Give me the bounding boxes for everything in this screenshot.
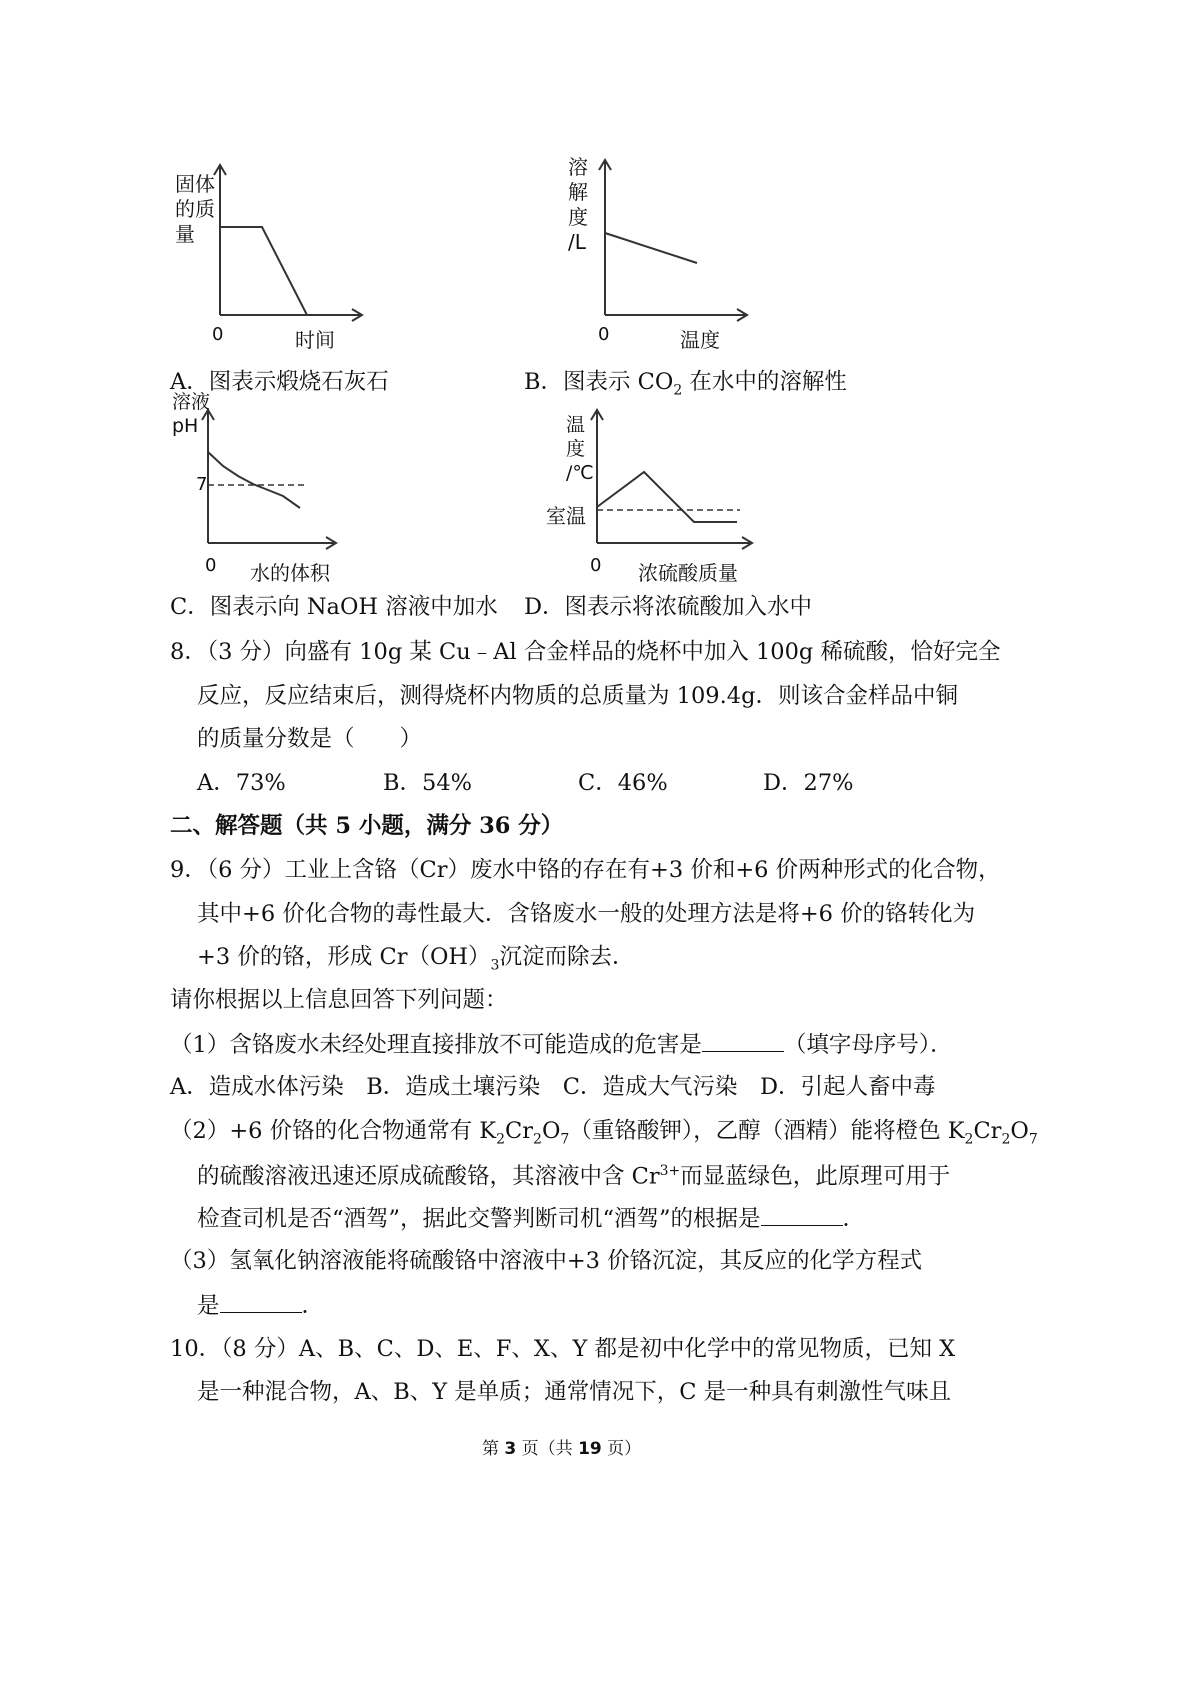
ylabel-line: 固体 [175, 172, 215, 196]
q9-part1-options: A．造成水体污染 B．造成土壤污染 C．造成大气污染 D．引起人畜中毒 [170, 1074, 936, 1100]
q9-text: 检查司机是否“酒驾”，据此交警判断司机“酒驾”的根据是 [197, 1206, 761, 1232]
graph-d-tick-room-temp: 室温 [546, 504, 586, 528]
graph-b-xlabel: 温度 [680, 328, 720, 352]
superscript: 3+ [659, 1163, 681, 1179]
ylabel-line: 温 [566, 414, 586, 436]
q9-text: Cr [505, 1118, 534, 1144]
caption-b [524, 371, 847, 398]
q8-option-c: C．46% [578, 770, 668, 796]
ylabel-line: 度 [568, 205, 588, 229]
caption-c: C．图表示向 NaOH 溶液中加水 [170, 594, 498, 620]
ylabel-line: /℃ [566, 462, 594, 484]
q9-part3-line2 [197, 1294, 324, 1318]
q9-text: +3 价的铬，形成 Cr（OH） [197, 944, 491, 970]
ylabel-line: 解 [568, 180, 588, 204]
q9-text: ． [842, 1206, 866, 1232]
footer-text: 第 [482, 1439, 505, 1459]
q9-part2-line3 [197, 1207, 865, 1231]
q9-text: ． [301, 1293, 325, 1319]
graph-d-ylabel [566, 413, 596, 485]
subscript: 2 [673, 382, 683, 399]
q8-line3: 的质量分数是（ ） [197, 726, 423, 752]
q9-text: 是 [197, 1293, 220, 1319]
q9-prompt: 请你根据以上信息回答下列问题： [170, 987, 508, 1013]
graph-a-origin: 0 [212, 324, 224, 345]
graph-b-origin: 0 [598, 324, 610, 345]
ylabel-line: 溶液 [172, 391, 211, 413]
q9-line2: 其中+6 价化合物的毒性最大．含铬废水一般的处理方法是将+6 价的铬转化为 [197, 901, 976, 927]
q9-part2-line2 [197, 1164, 950, 1188]
q9-part3-line1: （3）氢氧化钠溶液能将硫酸铬中溶液中+3 价铬沉淀，其反应的化学方程式 [170, 1248, 923, 1274]
q9-text: Cr [973, 1118, 1002, 1144]
curve-d [597, 472, 737, 522]
ylabel-line: 度 [566, 438, 586, 460]
q10-line2: 是一种混合物，A、B、Y 是单质；通常情况下，C 是一种具有刺激性气味且 [197, 1379, 952, 1405]
answer-blank[interactable] [220, 1294, 302, 1313]
q9-text: （1）含铬废水未经处理直接排放不可能造成的危害是 [170, 1032, 702, 1058]
footer-text: 页（共 [516, 1439, 579, 1459]
q8-line2: 反应，反应结束后，测得烧杯内物质的总质量为 109.4g．则该合金样品中铜 [197, 683, 958, 709]
graph-b-ylabel [568, 155, 598, 255]
ylabel-line: 溶 [568, 155, 588, 179]
q9-text: 沉淀而除去． [499, 944, 635, 970]
q9-text: （2）+6 价铬的化合物通常有 K [170, 1118, 497, 1144]
section-heading: 二、解答题（共 5 小题，满分 36 分） [170, 813, 564, 839]
q9-text: O [541, 1118, 561, 1144]
graph-c-origin: 0 [205, 555, 217, 576]
q9-line3 [197, 946, 634, 973]
graph-c-ylabel [172, 390, 222, 438]
subscript: 7 [560, 1131, 570, 1148]
subscript: 2 [964, 1131, 974, 1148]
graph-a-ylabel [175, 172, 215, 247]
page-total: 19 [578, 1439, 602, 1459]
subscript: 3 [490, 957, 500, 974]
graph-c-tick-7: 7 [196, 474, 208, 495]
caption-a: A．图表示煅烧石灰石 [170, 369, 389, 395]
q9-text: （重铬酸钾），乙醇（酒精）能将橙色 K [569, 1118, 965, 1144]
q9-text: O [1010, 1118, 1029, 1144]
q8-line1: 8．（3 分）向盛有 10g 某 Cu﹣Al 合金样品的烧杯中加入 100g 稀硫酸，恰好完全 [170, 639, 1001, 665]
q8-option-a: A．73% [197, 770, 286, 796]
page-footer [482, 1434, 641, 1459]
subscript: 7 [1028, 1131, 1038, 1148]
ylabel-line: /L [568, 230, 586, 254]
graph-c-xlabel: 水的体积 [250, 561, 330, 585]
footer-text: 页） [601, 1439, 642, 1459]
answer-blank[interactable] [761, 1207, 843, 1226]
q9-part2-line1 [170, 1120, 1038, 1147]
q8-option-b: B．54% [383, 770, 473, 796]
q9-part1 [170, 1033, 953, 1057]
curve-c [208, 452, 300, 508]
graph-d-origin: 0 [590, 555, 602, 576]
q8-option-d: D．27% [763, 770, 854, 796]
caption-b-text: B．图表示 CO [524, 369, 674, 395]
q9-line1: 9．（6 分）工业上含铬（Cr）废水中铬的存在有+3 价和+6 价两种形式的化合物， [170, 857, 1001, 883]
q10-line1: 10．（8 分）A、B、C、D、E、F、X、Y 都是初中化学中的常见物质，已知 X [170, 1336, 956, 1362]
q9-text: 而显蓝绿色，此原理可用于 [680, 1163, 951, 1190]
q9-text: （填字母序号）． [783, 1032, 953, 1058]
q9-text: 的硫酸溶液迅速还原成硫酸铬，其溶液中含 Cr [197, 1163, 660, 1190]
subscript: 2 [1001, 1131, 1011, 1148]
caption-d: D．图表示将浓硫酸加入水中 [524, 594, 813, 620]
ylabel-line: pH [172, 415, 199, 437]
subscript: 2 [496, 1131, 506, 1148]
ylabel-line: 量 [175, 222, 195, 246]
subscript: 2 [533, 1131, 542, 1148]
curve-a [220, 227, 307, 315]
caption-b-text: 在水中的溶解性 [682, 369, 847, 395]
graph-a-xlabel: 时间 [295, 328, 335, 352]
answer-blank[interactable] [702, 1033, 784, 1052]
page-number: 3 [504, 1439, 517, 1459]
graph-d-xlabel: 浓硫酸质量 [638, 561, 738, 585]
curve-b [605, 233, 697, 263]
ylabel-line: 的质 [175, 197, 215, 221]
